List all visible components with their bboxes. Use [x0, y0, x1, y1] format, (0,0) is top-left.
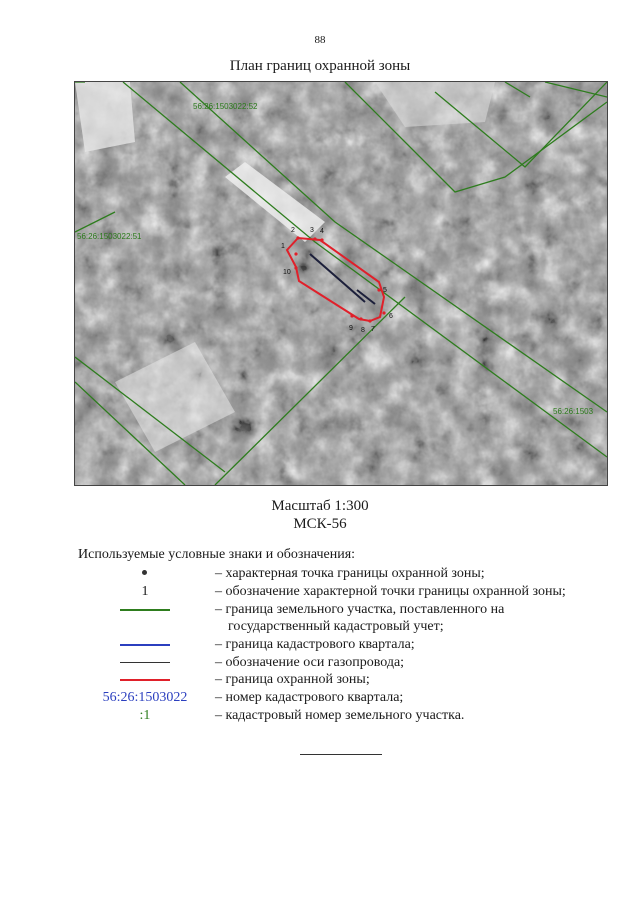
- legend-item-pipeline-axis: [0, 655, 640, 671]
- zone-point: [377, 288, 380, 291]
- plan-title: План границ охранной зоны: [229, 58, 411, 74]
- legend-symbol: [80, 672, 210, 688]
- blue-line-icon: [120, 644, 170, 646]
- legend-symbol: [80, 566, 210, 582]
- point-label: 5: [383, 287, 387, 294]
- legend-text: – кадастровый номер земельного участка.: [215, 708, 465, 723]
- legend-item-parcel-number: [0, 708, 640, 724]
- legend-text: – обозначение характерной точки границы охранной зоны;: [215, 584, 566, 599]
- parcel-label: 56:26:1503: [553, 407, 594, 416]
- parcel-label: 56:26:1503022:52: [193, 102, 258, 111]
- legend-text: – граница охранной зоны;: [215, 672, 370, 687]
- legend-text: государственный кадастровый учет;: [228, 619, 444, 634]
- point-label: 6: [389, 313, 393, 320]
- point-label: 10: [283, 269, 291, 276]
- legend-item-parcel-boundary-cont: [0, 619, 640, 635]
- zone-point: [382, 311, 385, 314]
- point-label: 3: [310, 227, 314, 234]
- point-label: 8: [361, 327, 365, 334]
- legend-item-protection-zone: [0, 672, 640, 688]
- legend-text: – номер кадастрового квартала;: [215, 690, 404, 705]
- legend-symbol: [80, 655, 210, 671]
- zone-point: [359, 317, 362, 320]
- legend-item-quarter-boundary: [0, 637, 640, 653]
- point-label: 7: [371, 326, 375, 333]
- zone-point: [296, 236, 299, 239]
- zone-point: [294, 266, 297, 269]
- legend-item-point: [0, 566, 640, 582]
- zone-point: [368, 319, 371, 322]
- coordinate-system: МСК-56: [293, 516, 347, 532]
- legend-symbol: 56:26:1503022: [102, 690, 188, 705]
- point-label: 2: [291, 227, 295, 234]
- zone-point: [320, 238, 323, 241]
- page-number: 88: [314, 34, 326, 46]
- point-marker-icon: [142, 570, 147, 575]
- zone-point: [294, 252, 297, 255]
- light-area: [75, 82, 135, 152]
- legend-symbol: [80, 602, 210, 618]
- legend-text: – характерная точка границы охранной зоны;: [215, 566, 485, 581]
- dark-line-icon: [120, 662, 170, 663]
- scale-block: [0, 497, 640, 533]
- map-canvas: [75, 82, 607, 485]
- green-line-icon: [120, 609, 170, 611]
- footer-divider: [300, 754, 382, 755]
- zone-point: [313, 237, 316, 240]
- legend-text: – обозначение оси газопровода;: [215, 655, 405, 670]
- legend-symbol: 1: [141, 584, 149, 599]
- legend-item-quarter-number: [0, 690, 640, 706]
- point-label: 4: [320, 228, 324, 235]
- legend-item-parcel-boundary: [0, 602, 640, 618]
- point-label: 1: [281, 243, 285, 250]
- red-line-icon: [120, 679, 170, 681]
- parcel-label: 56:26:1503022:51: [77, 232, 142, 241]
- aerial-map: [75, 82, 607, 485]
- legend-title: Используемые условные знаки и обозначения:: [78, 547, 356, 562]
- scale-ratio: Масштаб 1:300: [271, 498, 369, 514]
- zone-point: [350, 314, 353, 317]
- legend-text: – граница земельного участка, поставленного на: [215, 602, 505, 617]
- legend-symbol: :1: [139, 708, 151, 723]
- point-label: 9: [349, 325, 353, 332]
- legend-text: – граница кадастрового квартала;: [215, 637, 415, 652]
- legend-symbol: [80, 637, 210, 653]
- legend-item-point-number: [0, 584, 640, 600]
